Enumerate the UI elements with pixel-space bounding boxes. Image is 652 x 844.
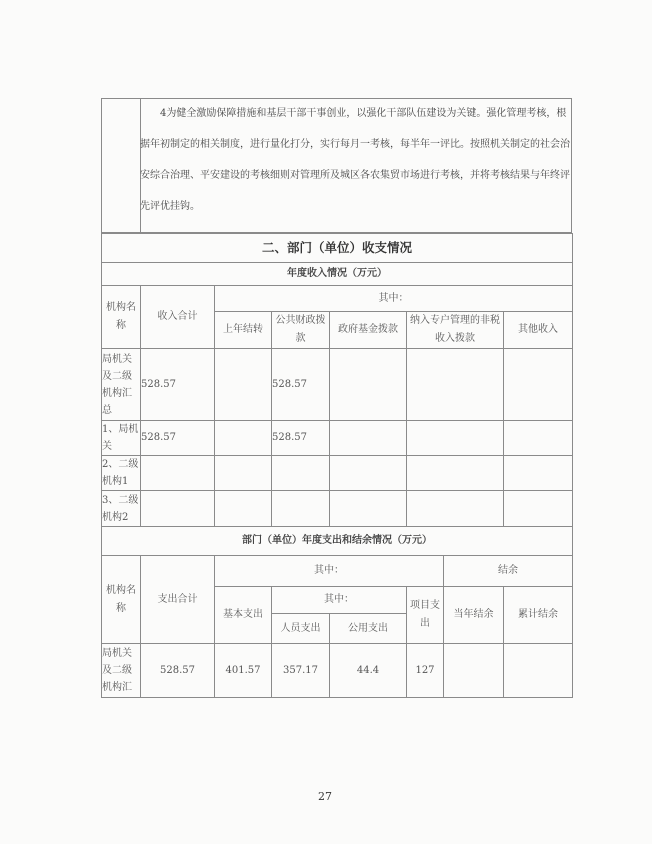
expense-table — [101, 526, 573, 698]
page-number: 27 — [318, 790, 332, 803]
income-header-col: 上年结转 — [215, 312, 272, 349]
income-total: 528.57 — [141, 421, 215, 456]
income-cell — [504, 421, 573, 456]
table-row — [102, 421, 573, 456]
expense-header-balance: 结余 — [444, 556, 573, 587]
expense-header-personnel: 人员支出 — [272, 614, 330, 644]
income-cell: 528.57 — [272, 421, 330, 456]
income-cell — [504, 349, 573, 421]
expense-current-balance — [444, 644, 504, 698]
org-name: 1、局机关 — [102, 421, 141, 456]
expense-header-total: 支出合计 — [141, 556, 215, 644]
expense-header-org: 机构名称 — [102, 556, 141, 644]
income-header-total: 收入合计 — [141, 286, 215, 349]
section-title: 二、部门（单位）收支情况 — [102, 234, 573, 263]
income-cell — [215, 491, 272, 527]
expense-total: 528.57 — [141, 644, 215, 698]
paragraph: 4为健全激励保障措施和基层干部干事创业，以强化干部队伍建设为关键。强化管理考核，根据年初制定的相关制度，进行量化打分，实行每月一考核，每半年一评比。按照机关制定的社会治安综合治理、平安建设的考核细则对管理所及城区各农集贸市场进行考核，并将考核结果与年终评先评优挂钩。 — [140, 108, 570, 212]
income-cell — [407, 421, 504, 456]
income-header-org: 机构名称 — [102, 286, 141, 349]
expense-cumulative-balance — [504, 644, 573, 698]
income-header-col: 纳入专户管理的非税收入拨款 — [407, 312, 504, 349]
expense-title: 部门（单位）年度支出和结余情况（万元） — [102, 527, 573, 556]
income-total: 528.57 — [141, 349, 215, 421]
paragraph-left-cell — [102, 99, 141, 233]
income-total — [141, 491, 215, 527]
table-row — [102, 456, 573, 491]
income-cell — [330, 349, 407, 421]
income-table — [101, 233, 573, 527]
income-cell — [215, 349, 272, 421]
income-cell — [330, 421, 407, 456]
income-cell — [504, 456, 573, 491]
org-name: 2、二级机构1 — [102, 456, 141, 491]
expense-public: 44.4 — [330, 644, 407, 698]
income-cell — [330, 456, 407, 491]
income-title: 年度收入情况（万元） — [102, 263, 573, 286]
income-cell — [504, 491, 573, 527]
expense-header-of-which: 其中： — [215, 556, 444, 587]
expense-basic: 401.57 — [215, 644, 272, 698]
income-cell — [407, 456, 504, 491]
expense-header-project: 项目支出 — [407, 587, 444, 644]
income-cell — [330, 491, 407, 527]
income-cell — [215, 421, 272, 456]
expense-header-basic: 基本支出 — [215, 587, 272, 644]
expense-header-cumulative-balance: 累计结余 — [504, 587, 573, 644]
expense-header-of-which2: 其中： — [272, 587, 407, 614]
income-header-col: 政府基金拨款 — [330, 312, 407, 349]
expense-header-public: 公用支出 — [330, 614, 407, 644]
table-row — [102, 491, 573, 527]
expense-project: 127 — [407, 644, 444, 698]
income-cell: 528.57 — [272, 349, 330, 421]
expense-personnel: 357.17 — [272, 644, 330, 698]
table-row — [102, 349, 573, 421]
income-cell — [215, 456, 272, 491]
income-cell — [407, 491, 504, 527]
paragraph-text — [140, 98, 570, 222]
income-header-col: 其他收入 — [504, 312, 573, 349]
income-cell — [272, 491, 330, 527]
expense-header-current-balance: 当年结余 — [444, 587, 504, 644]
table-row — [102, 644, 573, 698]
org-name: 3、二级机构2 — [102, 491, 141, 527]
org-name: 局机关及二级机构汇总 — [102, 349, 141, 421]
income-cell — [272, 456, 330, 491]
income-header-of-which: 其中： — [215, 286, 573, 312]
income-header-col: 公共财政拨款 — [272, 312, 330, 349]
income-cell — [407, 349, 504, 421]
income-total — [141, 456, 215, 491]
org-name: 局机关及二级机构汇 — [102, 644, 141, 698]
